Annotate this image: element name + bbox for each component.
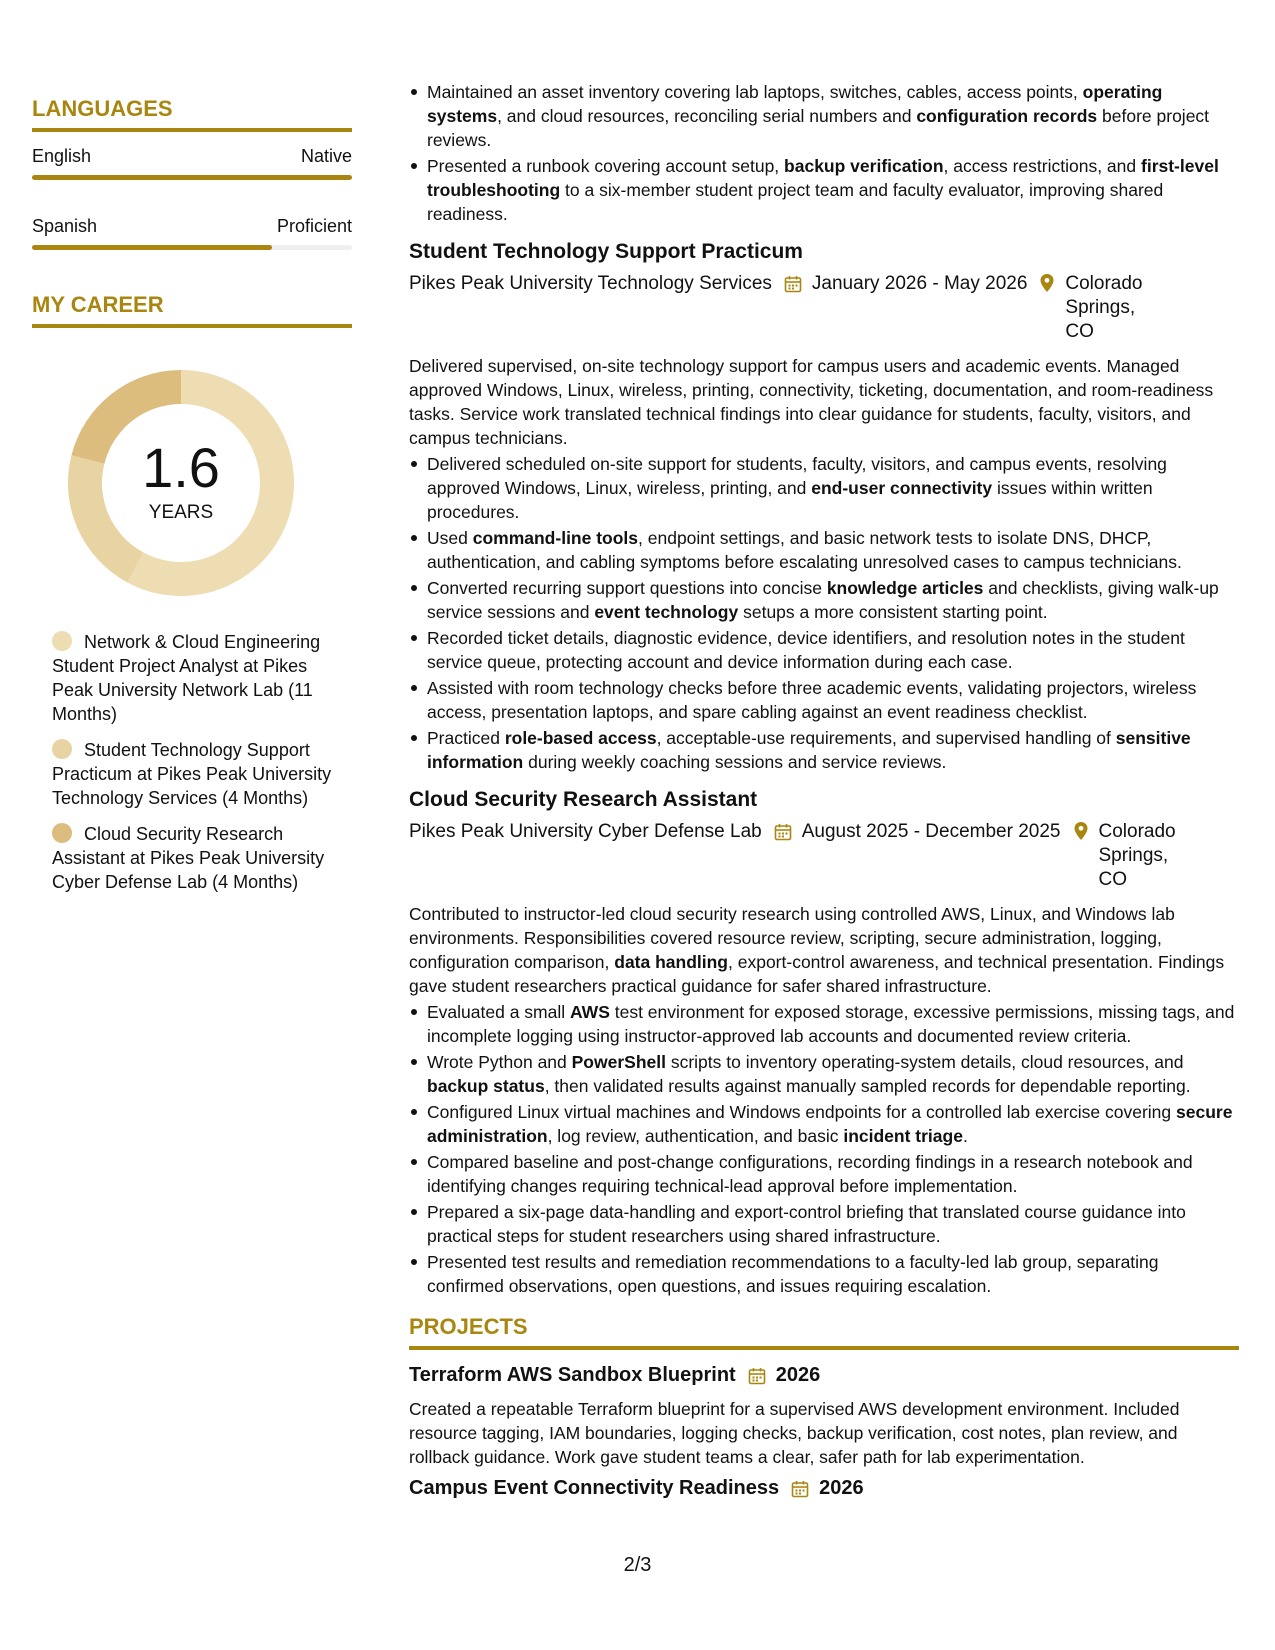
- legend-color-dot: [52, 631, 72, 651]
- job-date-range: August 2025 - December 2025: [801, 821, 1061, 842]
- bullet-item: Delivered scheduled on-site support for students, faculty, visitors, and campus events, resolving approved Windows, Linux, wireless, printing, and end-user connectivity issues within written procedures.: [427, 452, 1239, 524]
- bullet-item: Used command-line tools, endpoint settings, and basic network tests to isolate DNS, DHCP, authentication, and cabling symptoms before escalating unresolved cases to campus technicians.: [427, 526, 1239, 574]
- career-total-years: 1.6: [142, 436, 220, 499]
- career-heading: MY CAREER: [32, 292, 352, 328]
- job-date-range: January 2026 - May 2026: [811, 273, 1028, 294]
- bullet-item: Assisted with room technology checks before three academic events, validating projectors, wireless access, presentation laptops, and spare cabling against an event readiness checklist.: [427, 676, 1239, 724]
- project-description: Created a repeatable Terraform blueprint for a supervised AWS development environment. Included resource tagging, IAM boundaries, logging checks, backup verification, cost notes, plan review, and rollback guidance. Work gave student teams a clear, safer path for lab experimentation.: [409, 1399, 1180, 1467]
- project-header: [409, 1477, 1239, 1500]
- project-entry: [409, 1364, 1239, 1469]
- project-year: [791, 1477, 864, 1500]
- job-meta: [409, 820, 1239, 892]
- previous-job-bullets: [409, 80, 1239, 226]
- language-level-bar: [32, 175, 352, 180]
- job-dates: [784, 272, 1027, 344]
- career-legend-item: [52, 822, 337, 894]
- bullet-item: Presented test results and remediation recommendations to a faculty-led lab group, separating confirmed observations, open questions, and issues requiring escalation.: [427, 1250, 1239, 1298]
- job-organization: Pikes Peak University Cyber Defense Lab: [409, 821, 762, 842]
- language-level: Proficient: [276, 216, 352, 236]
- job-meta: [409, 272, 1239, 344]
- right-column: [409, 80, 1239, 1500]
- project-entry: [409, 1477, 1239, 1500]
- job-entry: [409, 788, 1239, 1298]
- legend-color-dot: [52, 739, 72, 759]
- job-bullets: [409, 452, 1239, 774]
- calendar-icon: [774, 823, 792, 841]
- language-item: [32, 146, 352, 180]
- bullet-item: Converted recurring support questions into concise knowledge articles and checklists, giving walk-up service sessions and event technology setups a more consistent starting point.: [427, 576, 1239, 624]
- language-level-fill: [32, 245, 272, 250]
- bullet-item: Recorded ticket details, diagnostic evidence, device identifiers, and resolution notes in the student service queue, protecting account and device information during each case.: [427, 626, 1239, 674]
- bullet-item: Prepared a six-page data-handling and export-control briefing that translated course guidance into practical steps for student researchers using shared infrastructure.: [427, 1200, 1239, 1248]
- project-name: Campus Event Connectivity Readiness: [409, 1477, 780, 1499]
- legend-text: Network & Cloud Engineering Student Project Analyst at Pikes Peak University Network Lab (11 Months): [52, 632, 321, 724]
- project-year-text: 2026: [775, 1364, 821, 1386]
- language-name: English: [32, 146, 92, 166]
- bullet-item: Evaluated a small AWS test environment for exposed storage, excessive permissions, missing tags, and incomplete logging using instructor-approved lab accounts and documented review criteria.: [427, 1000, 1239, 1048]
- job-title: Cloud Security Research Assistant: [409, 788, 758, 811]
- career-total-unit: YEARS: [148, 502, 214, 523]
- legend-color-dot: [52, 823, 72, 843]
- location-pin-icon: [1039, 273, 1055, 293]
- language-level-bar: [32, 245, 352, 250]
- bullet-item: Maintained an asset inventory covering lab laptops, switches, cables, access points, operating systems, and cloud resources, reconciling serial numbers and configuration records before project reviews.: [427, 80, 1239, 152]
- career-donut-chart: [66, 368, 296, 598]
- job-dates: [774, 820, 1061, 892]
- bullet-item: Compared baseline and post-change configurations, recording findings in a research notebook and identifying changes requiring technical-lead approval before implementation.: [427, 1150, 1239, 1198]
- job-bullets: [409, 1000, 1239, 1298]
- job-summary: Delivered supervised, on-site technology support for campus users and academic events. Managed approved Windows, Linux, wireless, printing, connectivity, ticketing, documentation, and room-readiness tasks. Service work translated technical findings into clear guidance for students, faculty, visitors, and campus technicians.: [409, 356, 1214, 448]
- bullet-item: Practiced role-based access, acceptable-use requirements, and supervised handling of sensitive information during weekly coaching sessions and service reviews.: [427, 726, 1239, 774]
- career-legend: [52, 630, 337, 894]
- bullet-item: Wrote Python and PowerShell scripts to inventory operating-system details, cloud resources, and backup status, then validated results against manually sampled records for dependable reporting.: [427, 1050, 1239, 1098]
- job-summary: Contributed to instructor-led cloud security research using controlled AWS, Linux, and Windows lab environments. Responsibilities covered resource review, scripting, secure administration, logging, configuration comparison, data handling, export-control awareness, and technical presentation. Findings gave student researchers practical guidance for safer shared infrastructure.: [409, 904, 1225, 996]
- calendar-icon: [748, 1367, 766, 1385]
- left-column: [32, 96, 352, 906]
- bullet-item: Presented a runbook covering account setup, backup verification, access restrictions, and first-level troubleshooting to a six-member student project team and faculty evaluator, improving shared readiness.: [427, 154, 1239, 226]
- project-name: Terraform AWS Sandbox Blueprint: [409, 1364, 736, 1386]
- legend-text: Student Technology Support Practicum at Pikes Peak University Technology Services (4 Months): [52, 740, 332, 808]
- project-header: [409, 1364, 1239, 1387]
- language-name: Spanish: [32, 216, 98, 236]
- languages-heading: LANGUAGES: [32, 96, 352, 132]
- language-level: Native: [300, 146, 352, 166]
- job-organization: Pikes Peak University Technology Services: [409, 273, 772, 294]
- calendar-icon: [791, 1480, 809, 1498]
- job-location-text: Colorado Springs, CO: [1098, 821, 1176, 890]
- projects-heading: PROJECTS: [409, 1314, 1239, 1350]
- language-level-fill: [32, 175, 352, 180]
- career-donut-center: [66, 368, 296, 598]
- legend-text: Cloud Security Research Assistant at Pikes Peak University Cyber Defense Lab (4 Months): [52, 824, 325, 892]
- job-location: [1039, 272, 1149, 344]
- job-title: Student Technology Support Practicum: [409, 240, 803, 263]
- language-item: [32, 216, 352, 250]
- career-legend-item: [52, 738, 337, 810]
- job-entry: [409, 240, 1239, 774]
- project-year: [748, 1364, 821, 1387]
- project-year-text: 2026: [819, 1477, 864, 1499]
- career-legend-item: [52, 630, 337, 726]
- location-pin-icon: [1073, 821, 1089, 841]
- job-location-text: Colorado Springs, CO: [1065, 273, 1143, 342]
- page-number: 2/3: [623, 1554, 652, 1576]
- bullet-item: Configured Linux virtual machines and Windows endpoints for a controlled lab exercise covering secure administration, log review, authentication, and basic incident triage.: [427, 1100, 1239, 1148]
- calendar-icon: [784, 275, 802, 293]
- job-location: [1073, 820, 1183, 892]
